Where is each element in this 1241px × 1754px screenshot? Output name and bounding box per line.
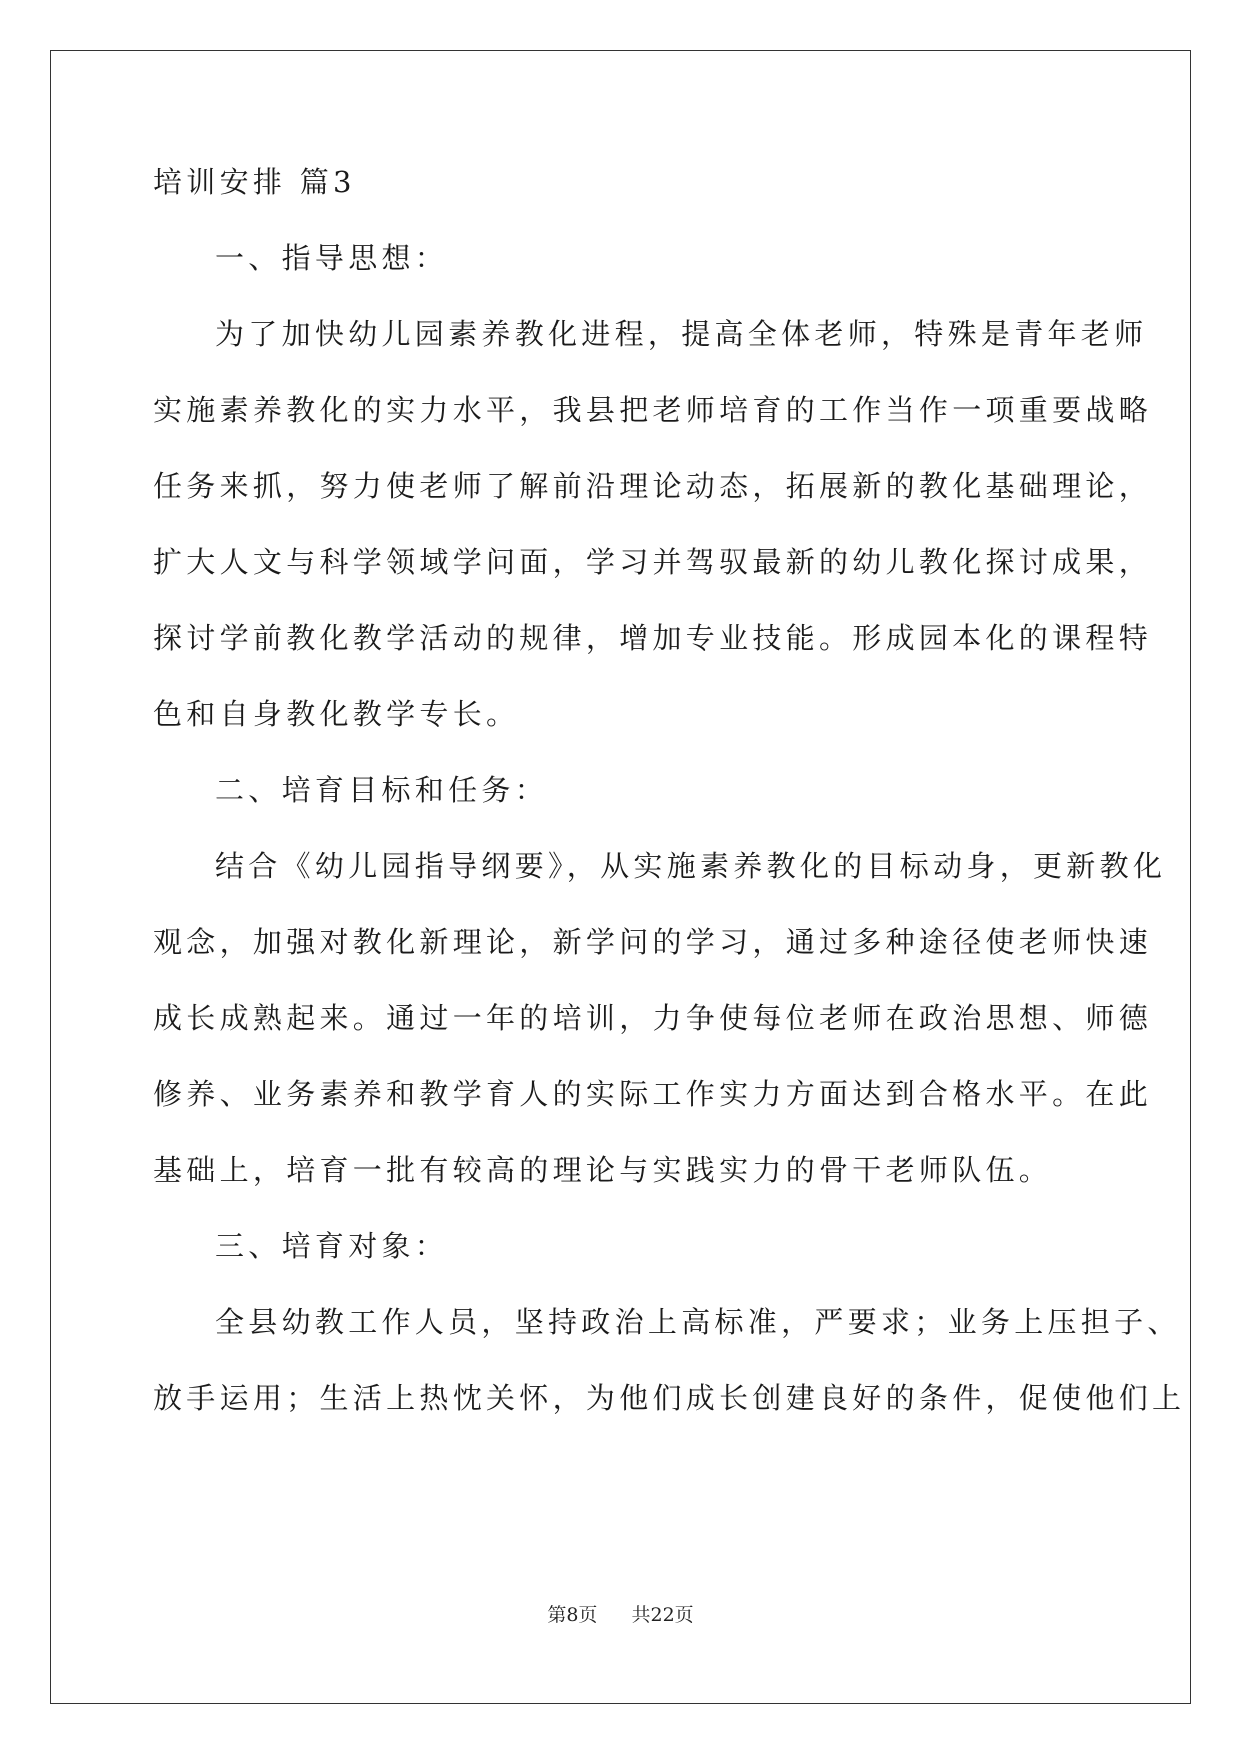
paragraph-line: 扩大人文与科学领域学问面，学习并驾驭最新的幼儿教化探讨成果，	[153, 545, 1153, 579]
section-heading-2: 二、培育目标和任务：	[215, 773, 549, 807]
paragraph-line: 基础上，培育一批有较高的理论与实践实力的骨干老师队伍。	[153, 1153, 1053, 1187]
paragraph-line: 色和自身教化教学专长。	[153, 697, 520, 731]
paragraph-line: 结合《幼儿园指导纲要》，从实施素养教化的目标动身，更新教化	[215, 849, 1167, 883]
paragraph-line: 为了加快幼儿园素养教化进程，提高全体老师，特殊是青年老师	[215, 317, 1148, 351]
paragraph-line: 全县幼教工作人员，坚持政治上高标准，严要求；业务上压担子、	[215, 1305, 1181, 1339]
section-heading-1: 一、指导思想：	[215, 241, 449, 275]
page-total: 共22页	[631, 1604, 694, 1626]
paragraph-line: 放手运用；生活上热忱关怀，为他们成长创建良好的条件，促使他们上	[153, 1381, 1186, 1415]
section-heading-3: 三、培育对象：	[215, 1229, 449, 1263]
page-footer	[0, 1600, 1241, 1627]
page-number: 第8页	[547, 1604, 598, 1626]
paragraph-line: 探讨学前教化教学活动的规律，增加专业技能。形成园本化的课程特	[153, 621, 1153, 655]
document-title: 培训安排 篇3	[153, 165, 356, 199]
paragraph-line: 观念，加强对教化新理论，新学问的学习，通过多种途径使老师快速	[153, 925, 1153, 959]
paragraph-line: 实施素养教化的实力水平，我县把老师培育的工作当作一项重要战略	[153, 393, 1153, 427]
paragraph-line: 成长成熟起来。通过一年的培训，力争使每位老师在政治思想、师德	[153, 1001, 1153, 1035]
paragraph-line: 修养、业务素养和教学育人的实际工作实力方面达到合格水平。在此	[153, 1077, 1153, 1111]
paragraph-line: 任务来抓，努力使老师了解前沿理论动态，拓展新的教化基础理论，	[153, 469, 1153, 503]
